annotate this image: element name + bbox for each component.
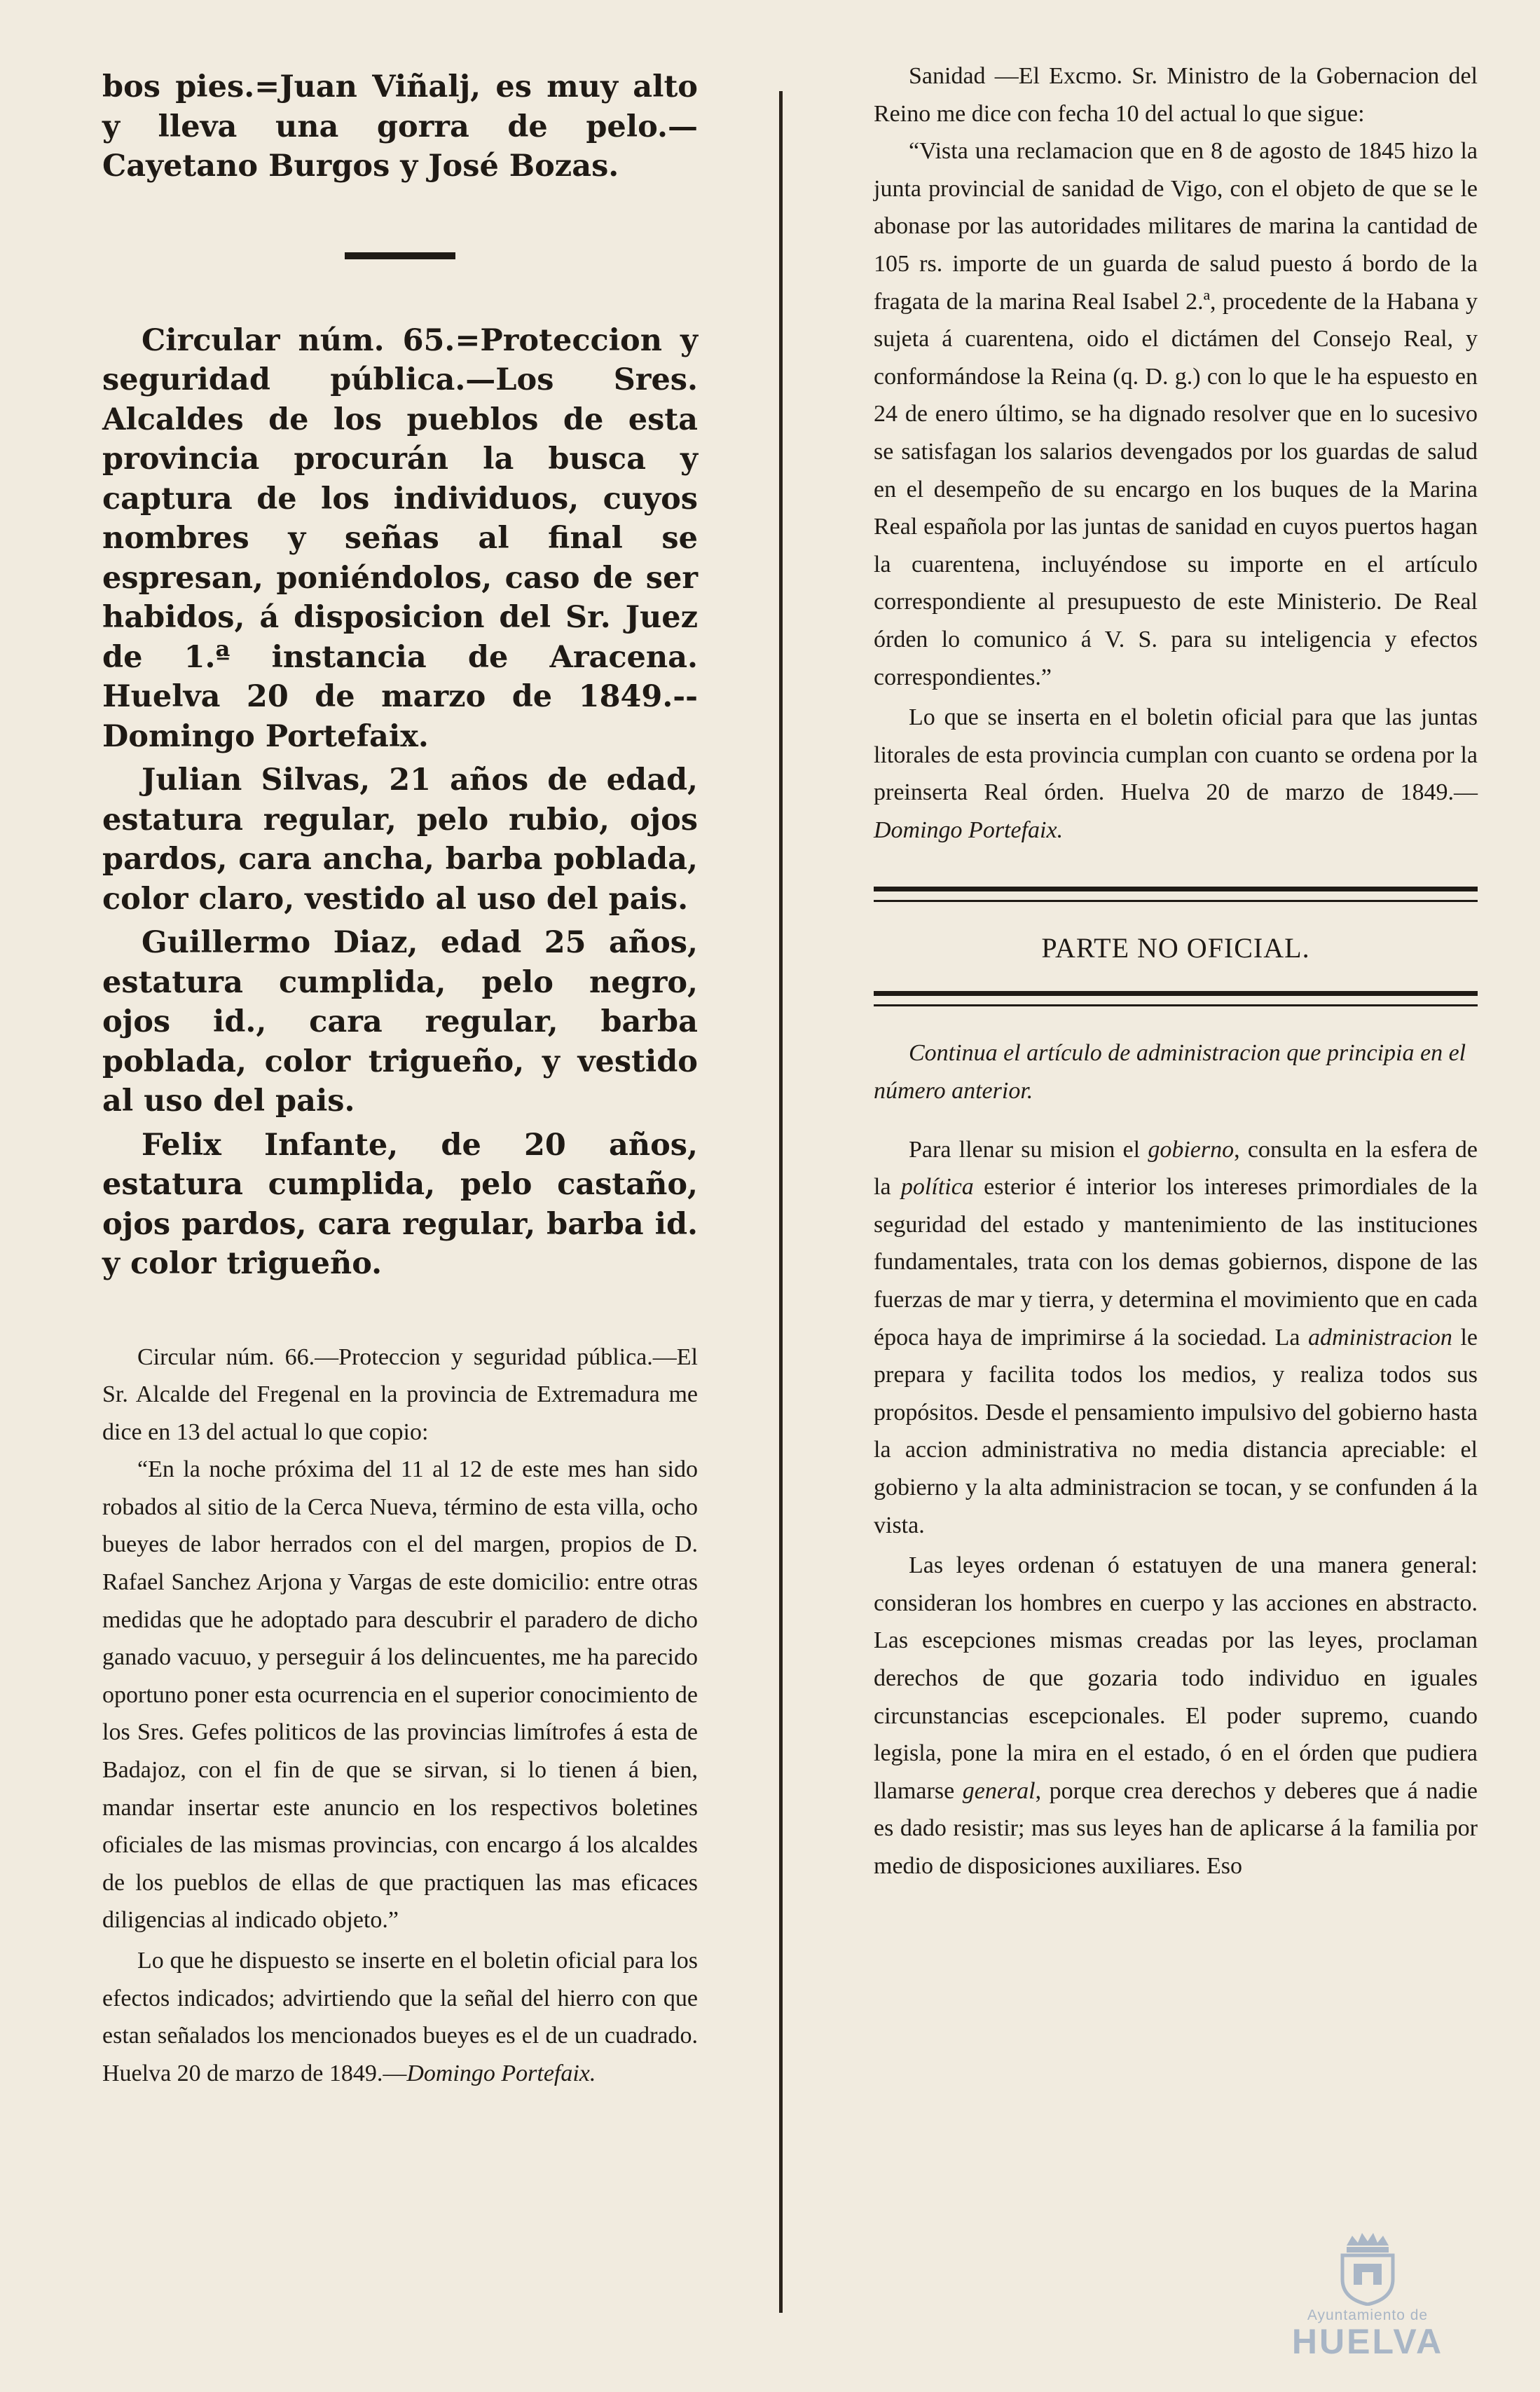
text: Para llenar su mision el	[909, 1136, 1148, 1163]
signature: Domingo Portefaix.	[874, 816, 1064, 843]
circular-66-quote: “En la noche próxima del 11 al 12 de este mes han sido robados al sitio de la Cerca Nueva, término de esta villa, ocho bueyes de labor herrados con el del margen, propios de D. Rafael Sanchez Arjona y Vargas de este domicilio: entre otras medidas que he adoptado para descubrir el paradero de dicho ganado vacuuo, y perseguir á los delincuentes, me ha parecido oportuno poner esta ocurrencia en el superior conocimiento de los Sres. Gefes politicos de las provincias limítrofes á esta de Badajoz, con el fin de que se sirvan, si lo tienen á bien, mandar insertar este anuncio en los respectivos boletines oficiales de las mismas provincias, con encargo á los alcaldes de los pueblos de ellas de que practiquen las mas eficaces diligencias al indicado objeto.”	[102, 1456, 698, 1934]
circular-66-block	[102, 1339, 698, 2093]
person-julian: Julian Silvas, 21 años de edad, estatura regular, pelo rubio, ojos pardos, cara ancha, barba poblada, color claro, vestido al uso del pais.	[102, 763, 698, 917]
sanidad-heading: Sanidad —El Excmo. Sr. Ministro de la Gobernacion del Reino me dice con fecha 10 del actual lo que sigue:	[874, 63, 1478, 127]
closing-text: Lo que he dispuesto se inserte en el boletin oficial para los efectos indicados; advirtiendo que la señal del hierro con que estan señalados los mencionados bueyes es el de un cuadrado. Huelva 20 de marzo de 1849.—	[102, 1948, 698, 2086]
text: le prepara y facilita todos los medios, y realiza todos sus propósitos. Desde el pensamiento impulsivo del gobierno hasta la accion administrativa no media distancia apreciable: el gobierno y la alta administracion se tocan, y se confunden á la vista.	[874, 1324, 1478, 1538]
logo-line-2: HUELVA	[1291, 2322, 1444, 2361]
person-guillermo: Guillermo Diaz, edad 25 años, estatura cumplida, pelo negro, ojos id., cara regular, barba poblada, color trigueño, y vestido al uso del pais.	[102, 925, 698, 1119]
section-rule	[345, 252, 455, 259]
circular-66-closing	[102, 1942, 698, 2092]
left-column	[102, 67, 698, 2092]
double-rule-bottom	[874, 991, 1478, 1006]
circular-66-heading: Circular núm. 66.—Proteccion y seguridad pública.—El Sr. Alcalde del Fregenal en la provincia de Extremadura me dice en 13 del actual lo que copio:	[102, 1344, 698, 1445]
text: , porque crea derechos y deberes que á nadie es dado resistir; mas sus leyes han de aplicarse á la familia por medio de disposiciones auxiliares. Eso	[874, 1777, 1478, 1879]
text-italic: gobierno	[1148, 1136, 1235, 1163]
column-divider	[779, 91, 783, 2313]
double-rule-top	[874, 887, 1478, 902]
person-felix: Felix Infante, de 20 años, estatura cumplida, pelo castaño, ojos pardos, cara regular, barba id. y color trigueño.	[102, 1127, 698, 1281]
coat-of-arms-icon	[1326, 2230, 1410, 2306]
closing-text: Lo que se inserta en el boletin oficial para que las juntas litorales de esta provincia cumplan con cuanto se ordena por la preinserta Real órden. Huelva 20 de marzo de 1849.—	[874, 704, 1478, 806]
text: , consulta en la esfera de la	[874, 1136, 1478, 1201]
text-italic: administracion	[1308, 1324, 1452, 1351]
huelva-logo	[1242, 2230, 1494, 2370]
wanted-list-end: bos pies.=Juan Viñalj, es muy alto y lleva una gorra de pelo.—Cayetano Burgos y José Bozas.	[102, 69, 698, 184]
text: esterior é interior los intereses primordiales de la seguridad del estado y mantenimiento de las instituciones fundamentales, trata con los demas gobiernos, dispone de las fuerzas de mar y tierra, y determina el movimiento que en cada época haya de imprimirse á la sociedad. La	[874, 1174, 1478, 1351]
signature: Domingo Portefaix.	[406, 2060, 596, 2086]
right-column	[874, 57, 1478, 1885]
circular-65: Circular núm. 65.=Proteccion y seguridad pública.—Los Sres. Alcaldes de los pueblos de esta provincia procurán la busca y captura de los individuos, cuyos nombres y señas al final se espresan, poniéndolos, caso de ser habidos, á disposicion del Sr. Juez de 1.ª instancia de Aracena. Huelva 20 de marzo de 1849.--Domingo Portefaix.	[102, 322, 698, 754]
text: Las leyes ordenan ó estatuyen de una manera general: consideran los hombres en cuerpo y las acciones en abstracto. Las escepciones mismas creadas por las leyes, proclaman derechos de que gozaria todo individuo en iguales circunstancias escepcionales. El poder supremo, cuando legisla, pone la mira en el estado, ó en el órden que pudiera llamarse	[874, 1552, 1478, 1804]
logo-line-1: Ayuntamiento de	[1307, 2307, 1429, 2323]
section-title: PARTE NO OFICIAL.	[1041, 932, 1310, 964]
text-italic: general	[962, 1777, 1036, 1804]
sanidad-quote: “Vista una reclamacion que en 8 de agosto de 1845 hizo la junta provincial de sanidad de Vigo, con el objeto de que se le abonase por las autoridades militares de marina la cantidad de 105 rs. importe de un guarda de salud puesto á bordo de la fragata de la marina Real Isabel 2.ª, procedente de la Habana y sujeta á cuarentena, oido el dictámen del Consejo Real, y conformándose la Reina (q. D. g.) con lo que le ha espuesto en 24 de enero último, se ha dignado resolver que en lo sucesivo se satisfagan los salarios devengados por los guardas de salud en el desempeño de su encargo en los buques de la Marina Real española por las juntas de sanidad en cuyos puertos hagan la cuarentena, incluyéndose su importe en el artículo correspondiente al presupuesto de este Ministerio. De Real órden lo comunico á V. S. para su inteligencia y efectos correspondientes.”	[874, 138, 1478, 690]
article-paragraph-1	[874, 1131, 1478, 1545]
sanidad-closing	[874, 699, 1478, 849]
text-italic: política	[900, 1174, 974, 1201]
article-paragraph-2	[874, 1547, 1478, 1885]
article-subtitle: Continua el artículo de administracion que principia en el número anterior.	[874, 1040, 1466, 1105]
